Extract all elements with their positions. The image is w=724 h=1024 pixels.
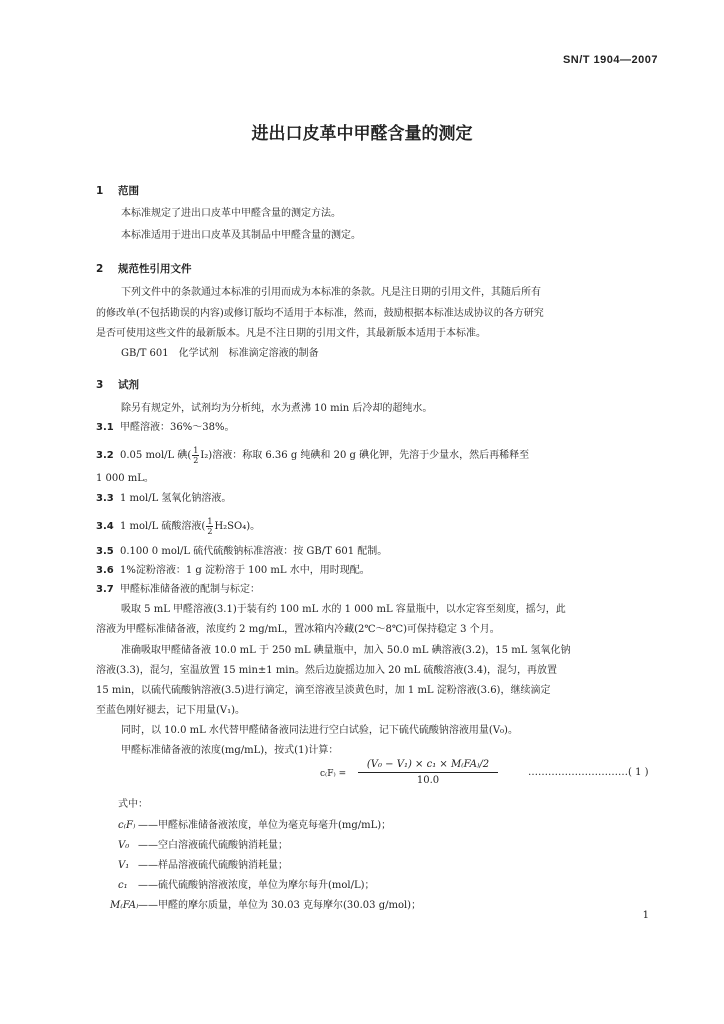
scope-paragraph-1: 本标准规定了进出口皮革中甲醛含量的测定方法。 <box>121 208 341 219</box>
item-number: 3.3 <box>96 493 114 504</box>
legend-symbol: c₍F₎ <box>118 820 136 831</box>
formula-numerator: (V₀ − V₁) × c₁ × M₍FA₎/2 <box>366 759 490 770</box>
procedure-line: 甲醛标准储备液的浓度(mg/mL)，按式(1)计算： <box>121 745 339 756</box>
reagent-item-3-4 <box>96 517 260 536</box>
reagent-item-3-7 <box>96 585 260 595</box>
legend-separator: —— <box>138 820 158 831</box>
section-title: 范围 <box>118 185 139 197</box>
standard-code: SN/T 1904—2007 <box>562 54 658 66</box>
legend-description: 空白溶液硫代硫酸钠消耗量； <box>158 840 288 851</box>
references-line-1: 下列文件中的条款通过本标准的引用而成为本标准的条款。凡是注日期的引用文件，其随后所有 <box>121 287 541 298</box>
legend-item <box>118 841 288 851</box>
legend-symbol: c₁ <box>118 880 128 891</box>
item-text-pre: 0.05 mol/L 碘( <box>120 450 192 461</box>
section-number: 2 <box>96 263 104 275</box>
item-number: 3.6 <box>96 565 114 576</box>
legend-separator: —— <box>138 900 158 911</box>
legend-separator: —— <box>138 840 158 851</box>
legend-description: 样品溶液硫代硫酸钠消耗量； <box>158 860 288 871</box>
reagent-item-3-6 <box>96 566 370 576</box>
references-line-2: 的修改单(不包括勘误的内容)或修订版均不适用于本标准，然而，鼓励根据本标准达成协议的各方研究 <box>96 308 544 319</box>
legend-separator: —— <box>138 860 158 871</box>
legend-description: 硫代硫酸钠溶液浓度，单位为摩尔每升(mol/L)； <box>158 880 375 891</box>
references-line-3: 是否可使用这些文件的最新版本。凡是不注日期的引用文件，其最新版本适用于本标准。 <box>96 328 486 339</box>
section-title: 规范性引用文件 <box>118 263 192 275</box>
item-text: 甲醛标准储备液的配制与标定： <box>120 584 260 595</box>
references-line-4: GB/T 601 化学试剂 标准滴定溶液的制备 <box>121 348 319 359</box>
fraction-denominator: 2 <box>193 456 199 465</box>
page-title: 进出口皮革中甲醛含量的测定 <box>251 124 473 144</box>
legend-item <box>118 881 375 891</box>
section-heading-scope <box>96 183 139 198</box>
item-number: 3.5 <box>96 546 114 557</box>
section-number: 1 <box>96 185 104 197</box>
item-text-pre: 1 mol/L 硫酸溶液( <box>120 521 206 532</box>
procedure-line: 同时，以 10.0 mL 水代替甲醛储备液同法进行空白试验，记下硫代硫酸钠溶液用量(V₀)。 <box>121 725 518 736</box>
item-number: 3.1 <box>96 422 114 433</box>
fraction-denominator: 2 <box>207 527 213 536</box>
item-text: 0.100 0 mol/L 硫代硫酸钠标准溶液：按 GB/T 601 配制。 <box>120 546 388 557</box>
fraction-bar <box>358 772 498 773</box>
item-number: 3.2 <box>96 450 114 461</box>
procedure-line: 准确吸取甲醛储备液 10.0 mL 于 250 mL 碘量瓶中，加入 50.0 mL 碘溶液(3.2)，15 mL 氢氧化钠 <box>121 645 571 656</box>
section-title: 试剂 <box>118 379 139 391</box>
item-text: 1%淀粉溶液：1 g 淀粉溶于 100 mL 水中，用时现配。 <box>120 565 370 576</box>
reagent-item-3-2 <box>96 446 529 465</box>
formula-lhs: c₍F₎ = <box>320 769 347 779</box>
reagent-item-3-1 <box>96 423 234 433</box>
legend-description: 甲醛的摩尔质量，单位为 30.03 克每摩尔(30.03 g/mol)； <box>158 900 422 911</box>
section-heading-references <box>96 261 192 276</box>
fraction <box>206 517 213 536</box>
formula-denominator: 10.0 <box>416 775 440 786</box>
legend-item <box>110 901 421 911</box>
section-number: 3 <box>96 379 104 391</box>
procedure-line: 15 min，以硫代硫酸钠溶液(3.5)进行滴定，滴至溶液呈淡黄色时，加 1 mL 淀粉溶液(3.6)，继续滴定 <box>96 685 551 696</box>
equation-number: …………………………( 1 ) <box>528 767 649 778</box>
item-text-post: H₂SO₄)。 <box>214 521 261 532</box>
legend-symbol: V₁ <box>118 860 130 871</box>
page-number: 1 <box>642 910 649 921</box>
procedure-line: 至蓝色刚好褪去，记下用量(V₁)。 <box>96 705 246 716</box>
legend-heading: 式中： <box>118 799 148 810</box>
item-text: 甲醛溶液：36%～38%。 <box>120 422 235 433</box>
procedure-line: 溶液(3.3)，混匀，室温放置 15 min±1 min。然后边旋摇边加入 20 mL 硫酸溶液(3.4)，混匀，再放置 <box>96 665 558 676</box>
legend-separator: —— <box>138 880 158 891</box>
legend-item <box>118 861 288 871</box>
fraction-numerator: 1 <box>193 446 199 455</box>
item-text-post: I₂)溶液：称取 6.36 g 纯碘和 20 g 碘化钾，先溶于少量水，然后再稀释至 <box>200 450 530 461</box>
reagent-item-3-5 <box>96 547 387 557</box>
item-text: 1 mol/L 氢氧化钠溶液。 <box>120 493 232 504</box>
procedure-line: 吸取 5 mL 甲醛溶液(3.1)于装有约 100 mL 水的 1 000 mL 容量瓶中，以水定容至刻度，摇匀，此 <box>121 604 566 615</box>
reagent-item-3-2-continued: 1 000 mL。 <box>96 473 154 484</box>
procedure-line: 溶液为甲醛标准储备液，浓度约 2 mg/mL，置冰箱内冷藏(2℃～8℃)可保持稳定 3 个月。 <box>96 624 500 635</box>
reagent-item-3-3 <box>96 494 231 504</box>
legend-description: 甲醛标准储备液浓度，单位为毫克每毫升(mg/mL)； <box>158 820 392 831</box>
item-number: 3.4 <box>96 521 114 532</box>
section-heading-reagents <box>96 377 139 392</box>
legend-symbol: V₀ <box>118 840 130 851</box>
reagents-intro: 除另有规定外，试剂均为分析纯，水为煮沸 10 min 后冷却的超纯水。 <box>121 403 433 414</box>
item-number: 3.7 <box>96 584 114 595</box>
legend-item <box>118 821 391 831</box>
fraction-numerator: 1 <box>207 517 213 526</box>
legend-symbol: M₍FA₎ <box>110 900 139 911</box>
fraction <box>192 446 199 465</box>
scope-paragraph-2: 本标准适用于进出口皮革及其制品中甲醛含量的测定。 <box>121 230 361 241</box>
